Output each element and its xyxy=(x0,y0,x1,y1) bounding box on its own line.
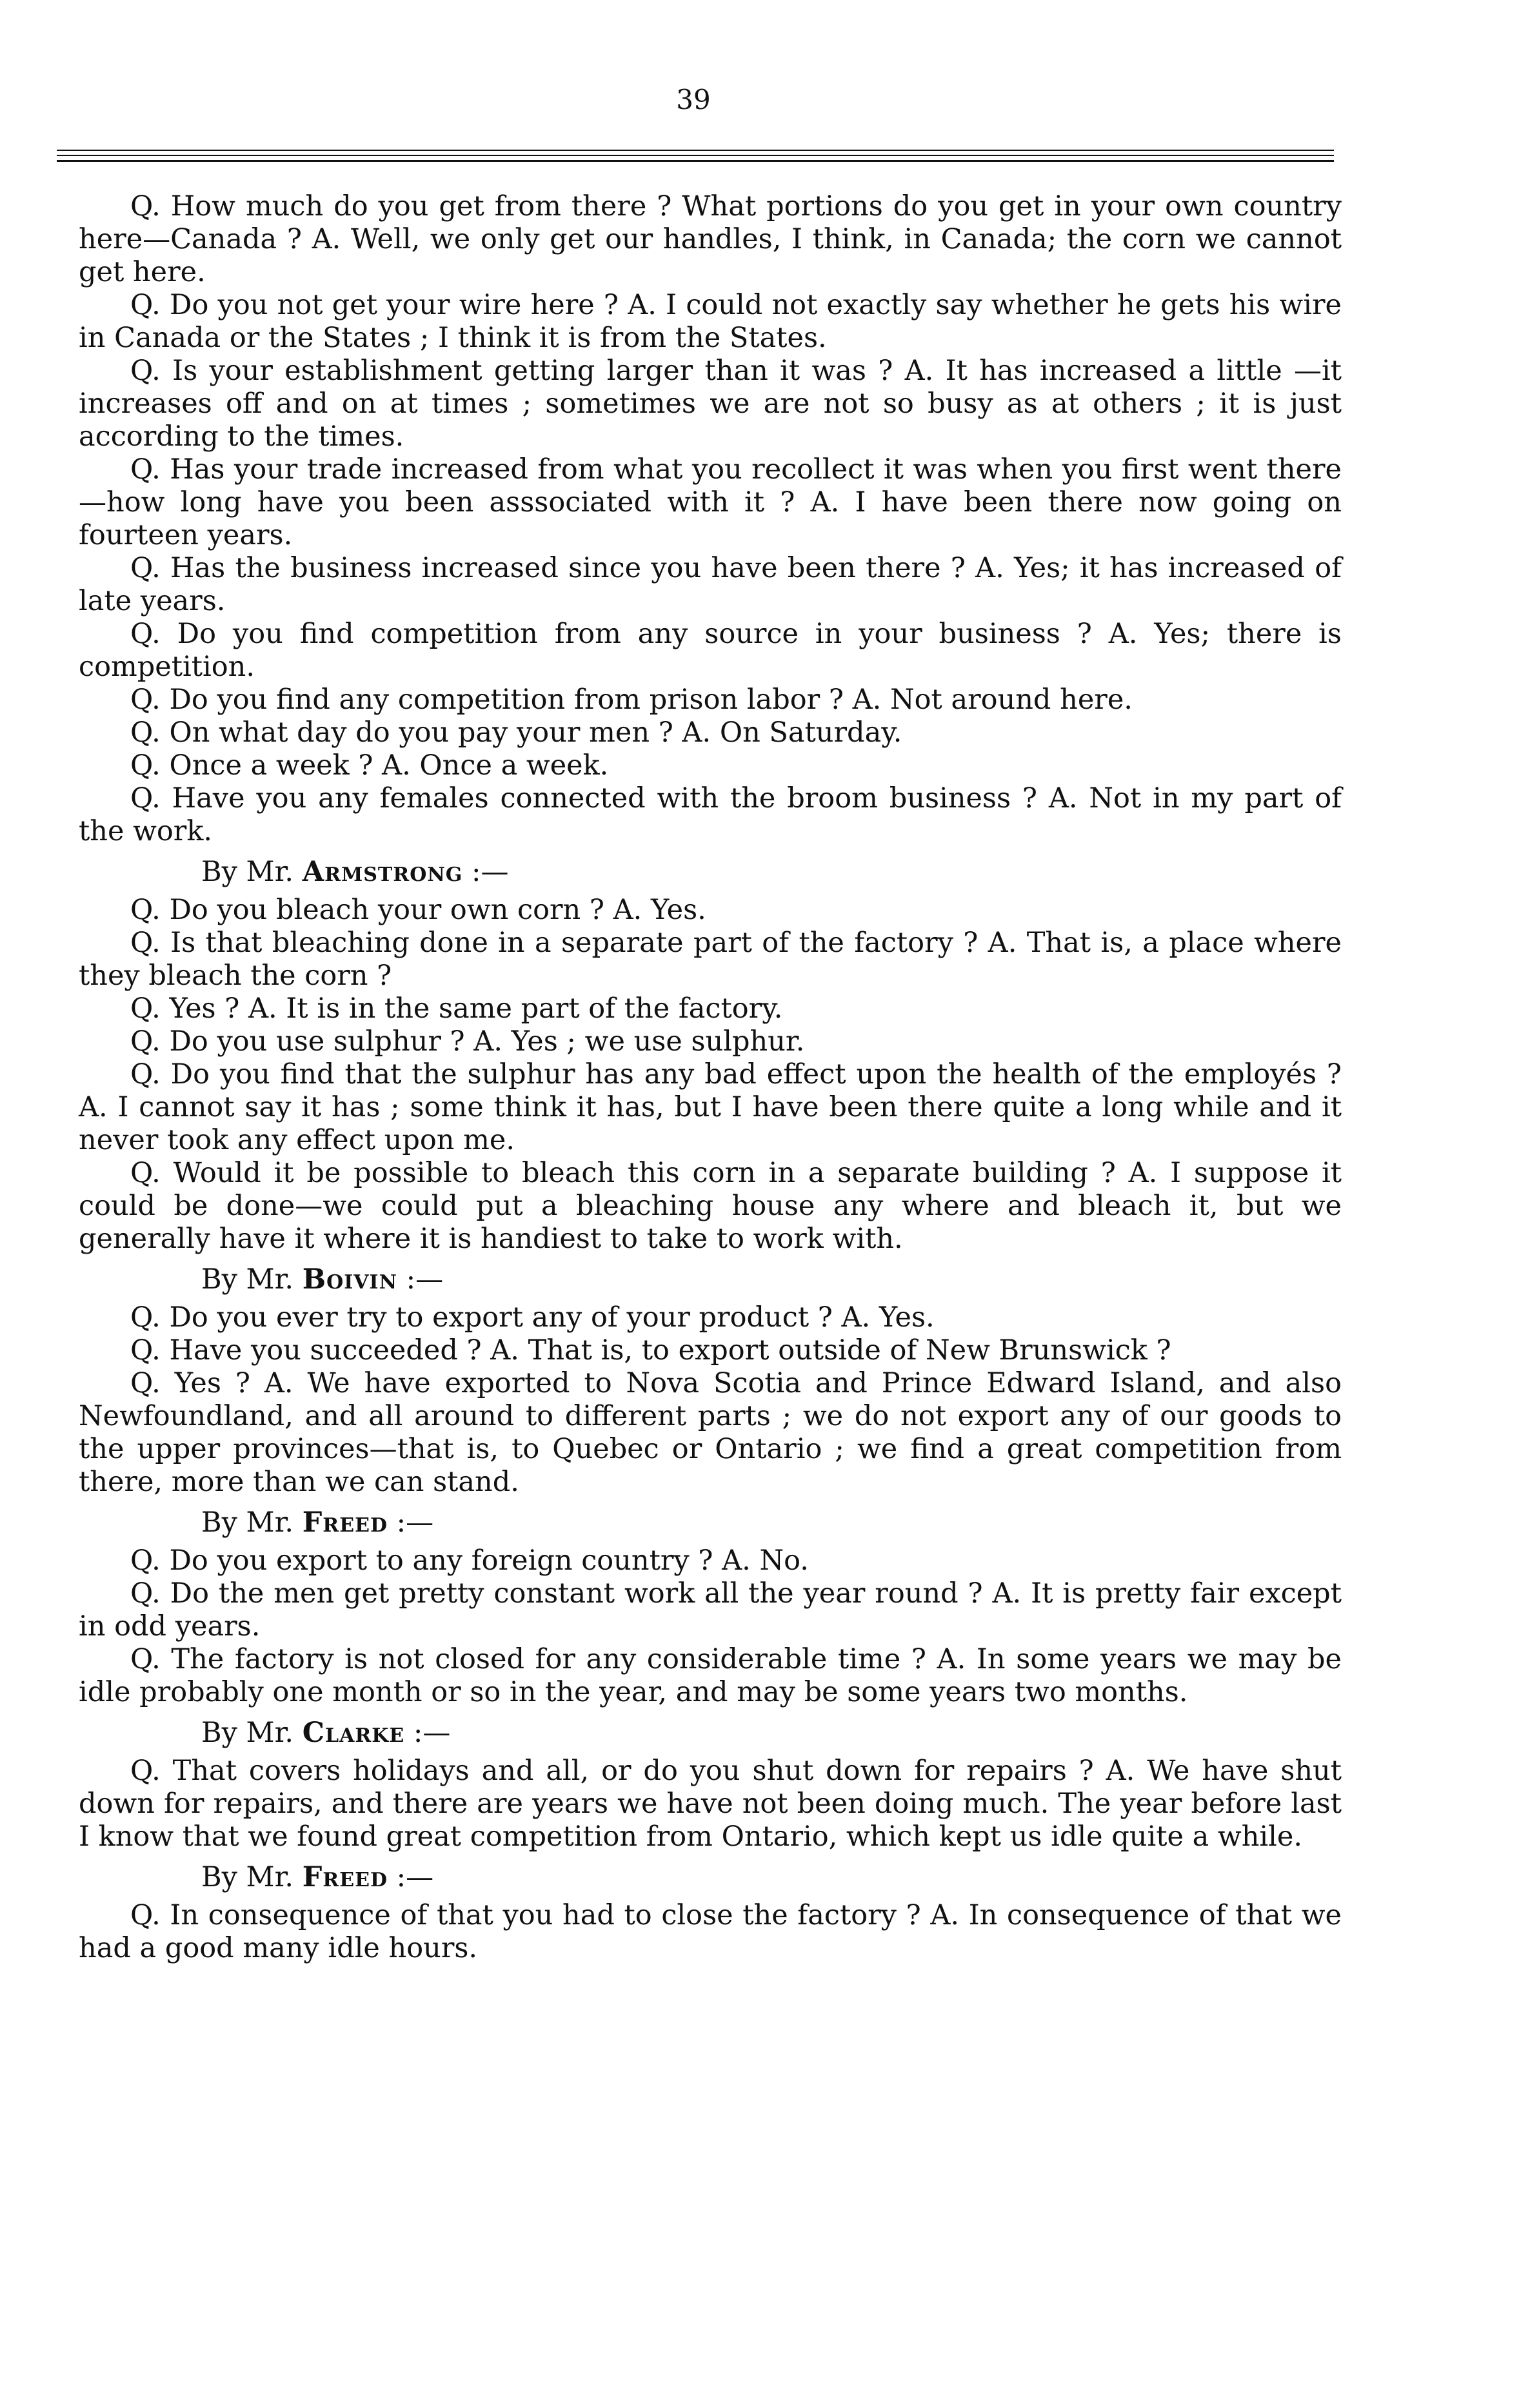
testimony-paragraph: Q. Yes ? A. We have exported to Nova Scotia and Prince Edward Island, and also Newfoundland, and all around to different parts ; we do not export any of our goods to the upper provinces—that is, to Quebec or Ontario ; we find a great competition from there, more than we can stand. xyxy=(79,1367,1342,1498)
speaker-suffix: :— xyxy=(387,1506,434,1539)
speaker-prefix: By Mr. xyxy=(201,1506,303,1539)
speaker-name: Armstrong xyxy=(302,856,463,888)
header-rule xyxy=(57,155,1334,156)
speaker-heading xyxy=(79,856,1342,889)
testimony-paragraph: Q. Do you ever try to export any of your product ? A. Yes. xyxy=(130,1301,935,1334)
speaker-heading xyxy=(79,1717,1342,1750)
testimony-paragraph: Q. Has the business increased since you have been there ? A. Yes; it has increased of late years. xyxy=(79,552,1342,617)
speaker-name: Clarke xyxy=(302,1717,405,1749)
speaker-prefix: By Mr. xyxy=(201,1263,303,1296)
testimony-paragraph: Q. Once a week ? A. Once a week. xyxy=(130,749,609,782)
testimony-paragraph: Q. How much do you get from there ? What portions do you get in your own country here—Canada ? A. Well, we only get our handles, I think, in Canada; the corn we cannot get here. xyxy=(79,190,1342,288)
header-rule xyxy=(57,150,1334,151)
speaker-prefix: By Mr. xyxy=(201,1861,303,1893)
speaker-suffix: :— xyxy=(404,1717,451,1749)
testimony-paragraph: Q. Do the men get pretty constant work all the year round ? A. It is pretty fair except in odd years. xyxy=(79,1577,1342,1643)
testimony-paragraph: Q. Do you find competition from any source in your business ? A. Yes; there is competition. xyxy=(79,618,1342,683)
testimony-paragraph: Q. Yes ? A. It is in the same part of the factory. xyxy=(130,992,783,1025)
testimony-paragraph: Q. Would it be possible to bleach this corn in a separate building ? A. I suppose it could be done—we could put a bleaching house any where and bleach it, but we generally have it where it is handiest to take to work with. xyxy=(79,1157,1342,1255)
page-number: 39 xyxy=(676,84,711,115)
testimony-paragraph: Q. Has your trade increased from what you recollect it was when you first went there—how long have you been asssociated with it ? A. I have been there now going on fourteen years. xyxy=(79,453,1342,551)
testimony-paragraph: Q. Have you succeeded ? A. That is, to export outside of New Brunswick ? xyxy=(130,1334,1171,1367)
testimony-paragraph: Q. Is your establishment getting larger than it was ? A. It has increased a little —it increases off and on at times ; sometimes we are not so busy as at others ; it is just according to the times. xyxy=(79,355,1342,453)
speaker-heading xyxy=(79,1861,1342,1894)
testimony-paragraph: Q. Do you find that the sulphur has any bad effect upon the health of the employés ? A. I cannot say it has ; some think it has, but I have been there quite a long while and it never took any effect upon me. xyxy=(79,1058,1342,1156)
testimony-paragraph: Q. On what day do you pay your men ? A. On Saturday. xyxy=(130,716,902,749)
testimony-paragraph: Q. The factory is not closed for any considerable time ? A. In some years we may be idle probably one month or so in the year, and may be some years two months. xyxy=(79,1643,1342,1708)
speaker-suffix: :— xyxy=(387,1861,434,1893)
speaker-name: Freed xyxy=(302,1506,388,1539)
speaker-prefix: By Mr. xyxy=(201,856,303,888)
speaker-name: Boivin xyxy=(302,1263,398,1296)
speaker-heading xyxy=(79,1506,1342,1539)
speaker-name: Freed xyxy=(302,1861,388,1893)
speaker-prefix: By Mr. xyxy=(201,1717,303,1749)
testimony-paragraph: Q. Do you use sulphur ? A. Yes ; we use sulphur. xyxy=(130,1025,805,1058)
speaker-suffix: :— xyxy=(462,856,509,888)
testimony-paragraph: Q. In consequence of that you had to close the factory ? A. In consequence of that we had a good many idle hours. xyxy=(79,1899,1342,1964)
testimony-paragraph: Q. Do you find any competition from prison labor ? A. Not around here. xyxy=(130,684,1133,716)
testimony-paragraph: Q. Do you bleach your own corn ? A. Yes. xyxy=(130,894,706,926)
testimony-paragraph: Q. Have you any females connected with the broom business ? A. Not in my part of the work. xyxy=(79,782,1342,847)
testimony-paragraph: Q. That covers holidays and all, or do you shut down for repairs ? A. We have shut down for repairs, and there are years we have not been doing much. The year before last I know that we found great competition from Ontario, which kept us idle quite a while. xyxy=(79,1755,1342,1853)
testimony-paragraph: Q. Do you not get your wire here ? A. I could not exactly say whether he gets his wire in Canada or the States ; I think it is from the States. xyxy=(79,289,1342,354)
speaker-suffix: :— xyxy=(397,1263,444,1296)
testimony-body xyxy=(79,190,1342,1965)
speaker-heading xyxy=(79,1263,1342,1296)
header-rule xyxy=(57,160,1334,162)
testimony-paragraph: Q. Do you export to any foreign country ? A. No. xyxy=(130,1544,809,1577)
testimony-paragraph: Q. Is that bleaching done in a separate part of the factory ? A. That is, a place where they bleach the corn ? xyxy=(79,927,1342,992)
